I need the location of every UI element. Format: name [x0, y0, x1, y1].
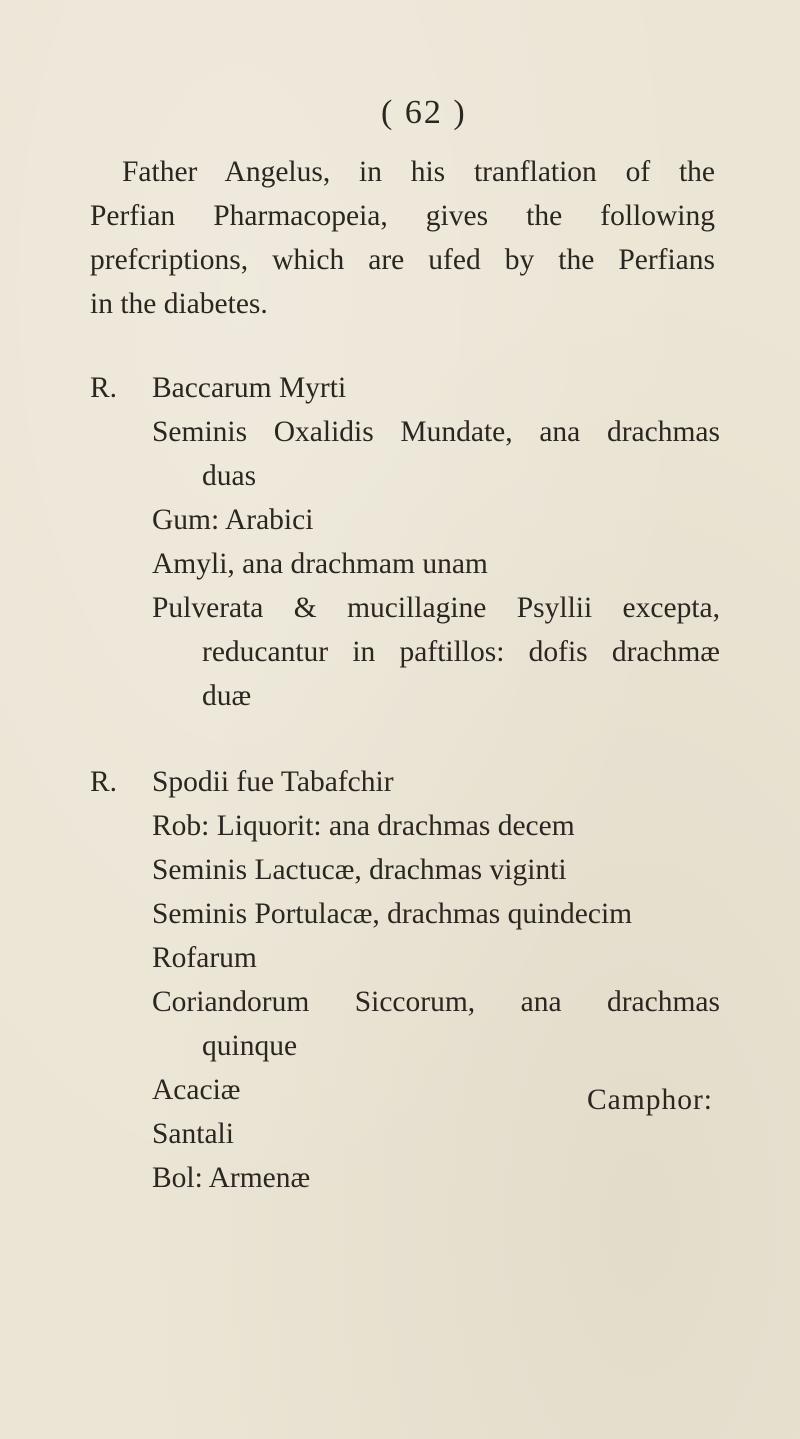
catchword: Camphor:	[587, 1084, 713, 1116]
ingredient-continuation: quinque	[202, 1030, 298, 1062]
ingredient-continuation: reducantur in paftillos: dofis drachmæ	[202, 636, 720, 668]
ingredient-line: Bol: Armenæ	[152, 1162, 311, 1194]
intro-paragraph	[90, 150, 715, 326]
ingredient-line: Seminis Portulacæ, drachmas quindecim	[152, 898, 633, 930]
recipe-marker: R.	[90, 372, 118, 404]
ingredient-line: Baccarum Myrti	[152, 372, 347, 404]
recipe-marker: R.	[90, 766, 118, 798]
intro-line: prefcriptions, which are ufed by the Perfians	[90, 244, 715, 276]
ingredient-line: Amyli, ana drachmam unam	[152, 548, 488, 580]
prescription-2	[90, 760, 730, 1200]
ingredient-line: Seminis Lactucæ, drachmas viginti	[152, 854, 567, 886]
ingredient-continuation: duas	[202, 460, 257, 492]
ingredient-line: Santali	[152, 1118, 234, 1150]
ingredient-line: Rob: Liquorit: ana drachmas decem	[152, 810, 575, 842]
prescription-1	[90, 366, 730, 718]
ingredient-continuation: duæ	[202, 680, 252, 712]
page-number: ( 62 )	[381, 94, 467, 131]
intro-line: Father Angelus, in his tranflation of the	[122, 156, 715, 188]
ingredient-line: Spodii fue Tabafchir	[152, 766, 394, 798]
ingredient-line: Pulverata & mucillagine Psyllii excepta,	[152, 592, 720, 624]
ingredient-line: Acaciæ	[152, 1074, 241, 1106]
ingredient-line: Seminis Oxalidis Mundate, ana drachmas	[152, 416, 720, 448]
ingredient-line: Coriandorum Siccorum, ana drachmas	[152, 986, 720, 1018]
ingredient-line: Rofarum	[152, 942, 257, 974]
ingredient-line: Gum: Arabici	[152, 504, 314, 536]
intro-line: in the diabetes.	[90, 288, 268, 320]
intro-line: Perfian Pharmacopeia, gives the following	[90, 200, 715, 232]
